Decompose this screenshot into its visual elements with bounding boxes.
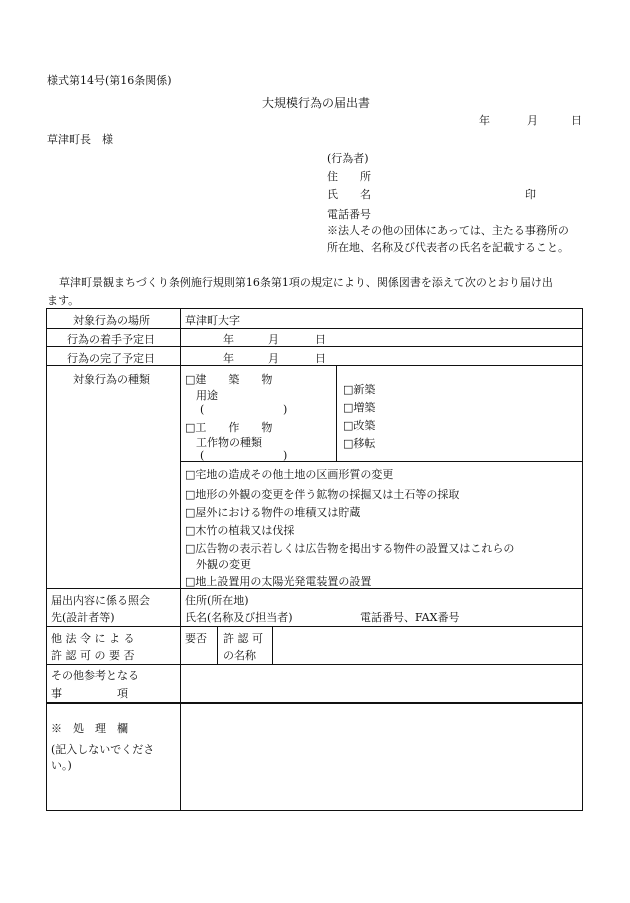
checkbox-solar[interactable]: □地上設置用の太陽光発電装置の設置 [185, 575, 372, 588]
applicant-phone-label: 電話番号 [327, 208, 371, 221]
structure-paren-close: ) [283, 449, 288, 462]
permit-label-line2: 許 認 可 の 要 否 [51, 649, 135, 662]
document-title: 大規模行為の届出書 [262, 96, 371, 110]
contact-name[interactable]: 氏名(名称及び担当者) [185, 611, 293, 624]
checkbox-structure[interactable]: □工 作 物 [185, 421, 273, 434]
checkbox-outdoor-storage[interactable]: □屋外における物件の堆積又は貯蔵 [185, 506, 361, 519]
permit-name-label-line2: の名称 [223, 649, 256, 662]
checkbox-planting[interactable]: □木竹の植栽又は伐採 [185, 524, 295, 537]
checkbox-land-development[interactable]: □宅地の造成その他土地の区画形質の変更 [185, 468, 394, 481]
date-day: 日 [571, 114, 582, 127]
checkbox-mining[interactable]: □地形の外観の変更を伴う鉱物の採掘又は土石等の採取 [185, 488, 460, 501]
applicant-address-label: 住 所 [327, 170, 371, 183]
other-label-line2: 事 項 [51, 687, 128, 700]
usage-paren-close: ) [283, 403, 288, 416]
structure-type-label: 工作物の種類 [196, 436, 262, 449]
location-label: 対象行為の場所 [73, 314, 150, 327]
form-table [46, 308, 583, 811]
applicant-heading: (行為者) [327, 152, 369, 165]
usage-label: 用途 [196, 389, 218, 402]
end-month[interactable]: 月 [268, 352, 279, 365]
form-number: 様式第14号(第16条関係) [47, 74, 172, 87]
processing-note-line1: (記入しないでくださ [51, 743, 155, 756]
contact-address[interactable]: 住所(所在地) [185, 594, 249, 607]
start-date-label: 行為の着手予定日 [67, 333, 155, 346]
intro-line1: 草津町景観まちづくり条例施行規則第16条第1項の規定により、関係図書を添えて次のとおり届け出 [59, 276, 553, 289]
start-month[interactable]: 月 [268, 333, 279, 346]
permit-name-label-line1: 許 認 可 [223, 632, 263, 645]
date-year: 年 [479, 114, 490, 127]
contact-label-line1: 届出内容に係る照会 [51, 594, 150, 607]
processing-label: ※ 処 理 欄 [51, 722, 128, 735]
permit-need-label: 要否 [185, 632, 207, 645]
checkbox-extend[interactable]: □増築 [343, 401, 376, 414]
advertisement-continued: 外観の変更 [196, 558, 251, 571]
checkbox-building[interactable]: □建 築 物 [185, 373, 273, 386]
start-day[interactable]: 日 [315, 333, 326, 346]
location-value[interactable]: 草津町大字 [185, 314, 240, 327]
structure-paren-open: ( [200, 449, 205, 462]
checkbox-move[interactable]: □移転 [343, 437, 376, 450]
applicant-name-label: 氏 名 [327, 188, 371, 201]
checkbox-renovate[interactable]: □改築 [343, 419, 376, 432]
end-date-label: 行為の完了予定日 [67, 352, 155, 365]
other-label-line1: その他参考となる [51, 669, 139, 682]
corporate-note-line1: ※法人その他の団体にあっては、主たる事務所の [327, 224, 569, 237]
end-day[interactable]: 日 [315, 352, 326, 365]
checkbox-advertisement[interactable]: □広告物の表示若しくは広告物を掲出する物件の設置又はこれらの [185, 542, 515, 555]
seal-mark: 印 [525, 188, 536, 201]
start-year[interactable]: 年 [223, 333, 234, 346]
processing-note-line2: い。) [51, 759, 72, 772]
type-label: 対象行為の種類 [73, 373, 150, 386]
contact-label-line2: 先(設計者等) [51, 611, 115, 624]
date-month: 月 [527, 114, 538, 127]
permit-label-line1: 他 法 令 に よ る [51, 632, 135, 645]
end-year[interactable]: 年 [223, 352, 234, 365]
usage-paren-open: ( [200, 403, 205, 416]
intro-line2: ます。 [47, 294, 80, 307]
corporate-note-line2: 所在地、名称及び代表者の氏名を記載すること。 [327, 241, 569, 254]
checkbox-new[interactable]: □新築 [343, 383, 376, 396]
contact-phone[interactable]: 電話番号、FAX番号 [360, 611, 460, 624]
addressee: 草津町長 様 [47, 133, 113, 146]
